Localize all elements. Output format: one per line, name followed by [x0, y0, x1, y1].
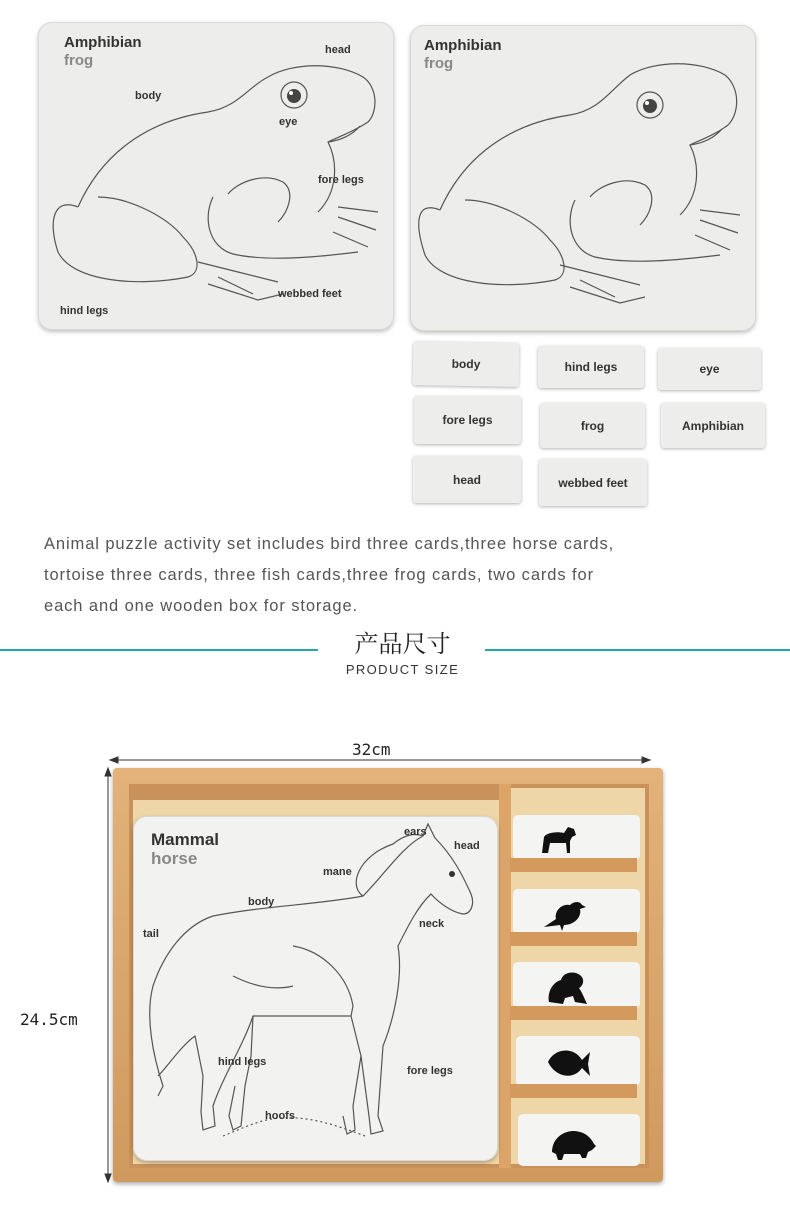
label-webbed-feet: webbed feet	[278, 288, 342, 300]
card-class-title: Amphibian	[64, 34, 142, 51]
label-tag: Amphibian	[661, 403, 765, 448]
label-fore-legs: fore legs	[318, 174, 364, 186]
tortoise-icon	[548, 1124, 596, 1160]
label-eye: eye	[279, 116, 298, 128]
dimension-height: 24.5cm	[20, 1010, 78, 1029]
tray-divider	[499, 784, 511, 1168]
description-line: Animal puzzle activity set includes bird three cards,three horse cards,	[44, 535, 615, 553]
label-tail: tail	[143, 928, 159, 940]
horse-outline-drawing	[133, 816, 498, 1161]
card-animal-name: frog	[424, 55, 454, 72]
horse-icon	[538, 823, 578, 857]
label-ears: ears	[404, 826, 427, 838]
label-tag: body	[413, 341, 520, 387]
label-neck: neck	[419, 918, 445, 930]
label-hind-legs: hind legs	[60, 305, 109, 317]
section-title-cn: 产品尺寸	[354, 630, 451, 658]
description-line: tortoise three cards, three fish cards,three frog cards, two cards for	[44, 566, 594, 584]
label-tag: head	[413, 456, 521, 503]
tray-shelf	[510, 932, 637, 946]
description-line: each and one wooden box for storage.	[44, 597, 359, 615]
tray-shelf	[510, 1084, 637, 1098]
dimension-width: 32cm	[352, 740, 391, 759]
frog-icon	[545, 968, 589, 1006]
card-class-title: Amphibian	[424, 37, 502, 54]
card-animal-name: frog	[64, 52, 94, 69]
tray-shelf	[510, 1006, 637, 1020]
label-body: body	[248, 896, 275, 908]
label-tag: eye	[658, 348, 761, 390]
tray-shelf	[510, 858, 637, 872]
label-tag: fore legs	[414, 396, 521, 444]
label-tag: frog	[540, 403, 645, 448]
label-tag: hind legs	[538, 346, 644, 388]
fish-icon	[546, 1042, 590, 1082]
label-fore-legs: fore legs	[407, 1065, 453, 1077]
label-mane: mane	[323, 866, 352, 878]
bird-icon	[542, 897, 586, 931]
card-class-title: Mammal	[151, 830, 220, 849]
label-body: body	[135, 90, 162, 102]
horse-card	[133, 816, 498, 1161]
section-title-en: PRODUCT SIZE	[345, 662, 460, 677]
label-hind-legs: hind legs	[218, 1056, 267, 1068]
label-hoofs: hoofs	[265, 1110, 295, 1122]
card-animal-name: horse	[151, 849, 198, 868]
label-head: head	[454, 840, 480, 852]
label-head: head	[325, 44, 351, 56]
label-tag: webbed feet	[539, 459, 647, 506]
